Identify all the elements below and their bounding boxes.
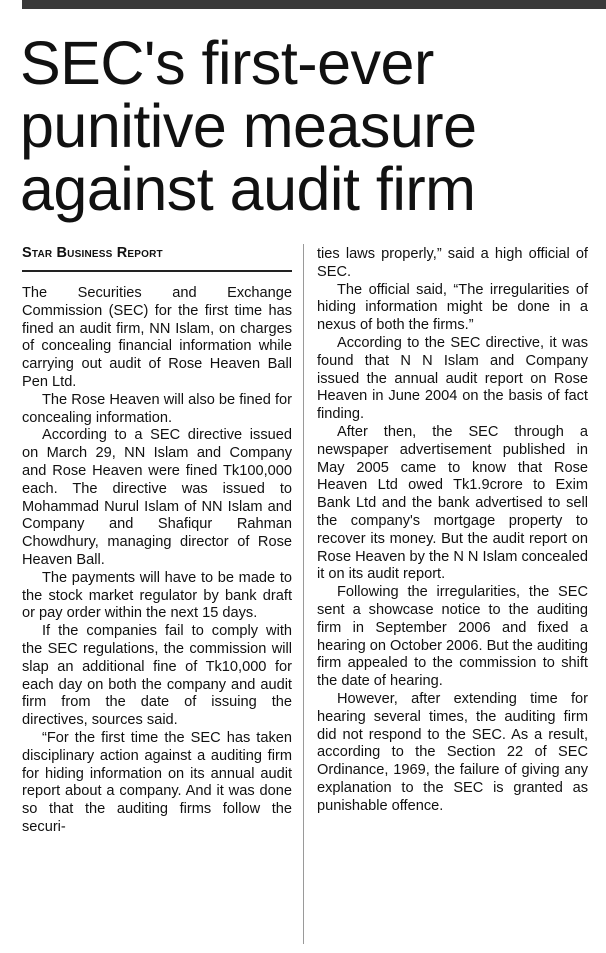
headline [20,29,600,223]
headline-line-3: against audit firm [20,155,476,223]
paragraph: The official said, “The irregularities of hiding information might be done in a nexus of both the firms.” [317,281,588,334]
paragraph: “For the first time the SEC has taken disciplinary action against a auditing firm for hiding information on its annual audit report about a company. And it was done so that the auditing firms follow the securi- [22,729,292,835]
paragraph: After then, the SEC through a newspaper advertisement published in May 2005 came to know that Rose Heaven Ltd owed Tk1.9crore to Exim Bank Ltd and the bank advertised to sell the company's mortgage property to recover its money. But the audit report on Rose Heaven by the N N Islam concealed it on its audit report. [317,423,588,583]
paragraph: The Rose Heaven will also be fined for concealing information. [22,391,292,426]
byline: Star Business Report [22,245,163,261]
paragraph: If the companies fail to comply with the SEC regulations, the commission will slap an additional fine of Tk10,000 for each day on both the company and audit firm from the date of issuing the directives, sources said. [22,623,292,729]
top-rule [22,0,606,9]
headline-line-1: SEC's first-ever [20,29,434,97]
left-column [22,285,292,837]
paragraph-continuation: ties laws properly,” said a high official of SEC. [317,246,588,280]
headline-line-2: punitive measure [20,92,477,160]
paragraph: According to a SEC directive issued on March 29, NN Islam and Company and Rose Heaven were fined Tk100,000 each. The directive was issued to Mohammad Nurul Islam of NN Islam and Company and Shafiqur Rahman Chowdhury, managing director of Rose Heaven Ball. [22,427,292,568]
paragraph: According to the SEC directive, it was found that N N Islam and Company issued the annual audit report on Rose Heaven in June 2004 on the basis of fact finding. [317,334,588,423]
right-column [317,246,588,816]
byline-rule [22,270,292,272]
column-divider [303,244,304,944]
paragraph: Following the irregularities, the SEC sent a showcase notice to the auditing firm in September 2006 and fixed a hearing on October 2006. But the auditing firm appealed to the commission to shift the date of hearing. [317,584,588,690]
paragraph: The Securities and Exchange Commission (SEC) for the first time has fined an audit firm, NN Islam, on charges of concealing financial information while carrying out audit of Rose Heaven Ball Pen Ltd. [22,285,292,390]
paragraph: The payments will have to be made to the stock market regulator by bank draft or pay order within the next 15 days. [22,569,292,622]
paragraph: However, after extending time for hearing several times, the auditing firm did not respond to the SEC. As a result, according to the Section 22 of SEC Ordinance, 1969, the failure of giving any explanation to the SEC is granted as punishable offence. [317,690,588,814]
